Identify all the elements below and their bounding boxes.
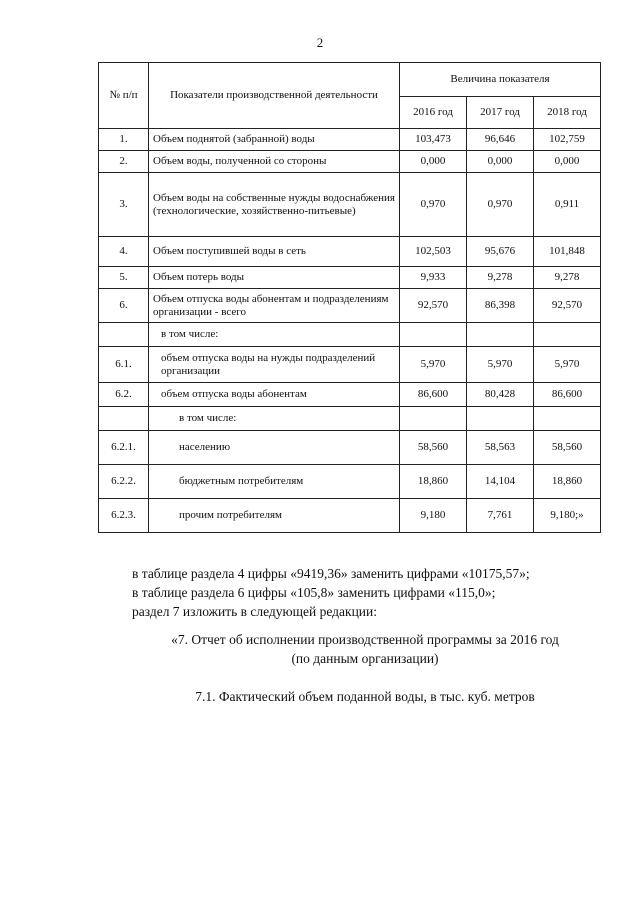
- row-label: в том числе:: [149, 407, 400, 431]
- value-2018: 101,848: [534, 237, 601, 267]
- value-2017: 5,970: [467, 347, 534, 383]
- value-2018: 58,560: [534, 431, 601, 465]
- section7-heading: [130, 630, 600, 668]
- value-2016: 102,503: [400, 237, 467, 267]
- value-2017: 96,646: [467, 129, 534, 151]
- paragraph: в таблице раздела 4 цифры «9419,36» заменить цифрами «10175,57»;: [132, 566, 530, 581]
- value-2016: 5,970: [400, 347, 467, 383]
- header-year-2017: 2017 год: [467, 97, 534, 129]
- table-row: [99, 323, 601, 347]
- indicators-table: [98, 62, 601, 533]
- row-label: Объем поступившей воды в сеть: [149, 237, 400, 267]
- table-row: [99, 173, 601, 237]
- value-2017: 14,104: [467, 465, 534, 499]
- value-2018: [534, 407, 601, 431]
- row-number: 6.2.3.: [99, 499, 149, 533]
- value-2018: 9,180;»: [534, 499, 601, 533]
- value-2016: [400, 407, 467, 431]
- section7-title-line2: (по данным организации): [291, 651, 439, 666]
- table-row: [99, 407, 601, 431]
- header-num: № п/п: [99, 63, 149, 129]
- paragraph: в таблице раздела 6 цифры «105,8» заменить цифрами «115,0»;: [132, 585, 496, 600]
- table-row: [99, 151, 601, 173]
- table-row: [99, 465, 601, 499]
- header-value-group: Величина показателя: [400, 63, 601, 97]
- value-2017: 7,761: [467, 499, 534, 533]
- row-label: Объем воды на собственные нужды водоснабжения (технологические, хозяйственно-питьевые): [149, 173, 400, 237]
- paragraph: раздел 7 изложить в следующей редакции:: [132, 604, 378, 619]
- value-2016: 9,180: [400, 499, 467, 533]
- value-2016: [400, 323, 467, 347]
- value-2018: 5,970: [534, 347, 601, 383]
- row-number: 6.2.2.: [99, 465, 149, 499]
- value-2016: 58,560: [400, 431, 467, 465]
- row-number: 6.: [99, 289, 149, 323]
- header-indicator: Показатели производственной деятельности: [149, 63, 400, 129]
- value-2017: 58,563: [467, 431, 534, 465]
- value-2016: 86,600: [400, 383, 467, 407]
- value-2018: 86,600: [534, 383, 601, 407]
- value-2018: 0,000: [534, 151, 601, 173]
- section71-heading: 7.1. Фактический объем поданной воды, в тыс. куб. метров: [195, 689, 535, 704]
- row-label: Объем воды, полученной со стороны: [149, 151, 400, 173]
- value-2018: 102,759: [534, 129, 601, 151]
- row-label: Объем потерь воды: [149, 267, 400, 289]
- value-2017: 80,428: [467, 383, 534, 407]
- table-row: [99, 431, 601, 465]
- row-label: бюджетным потребителям: [149, 465, 400, 499]
- value-2018: [534, 323, 601, 347]
- row-number: 6.2.1.: [99, 431, 149, 465]
- row-label: населению: [149, 431, 400, 465]
- value-2016: 0,970: [400, 173, 467, 237]
- value-2017: 0,000: [467, 151, 534, 173]
- value-2016: 9,933: [400, 267, 467, 289]
- row-number: 1.: [99, 129, 149, 151]
- value-2017: 95,676: [467, 237, 534, 267]
- value-2018: 18,860: [534, 465, 601, 499]
- row-number: 6.2.: [99, 383, 149, 407]
- header-year-2018: 2018 год: [534, 97, 601, 129]
- row-number: [99, 407, 149, 431]
- row-number: 6.1.: [99, 347, 149, 383]
- row-label: прочим потребителям: [149, 499, 400, 533]
- table-row: [99, 289, 601, 323]
- value-2016: 18,860: [400, 465, 467, 499]
- page-number: 2: [316, 35, 324, 50]
- value-2016: 92,570: [400, 289, 467, 323]
- row-number: 4.: [99, 237, 149, 267]
- table-body: [99, 129, 601, 533]
- row-number: 2.: [99, 151, 149, 173]
- value-2016: 103,473: [400, 129, 467, 151]
- row-number: 3.: [99, 173, 149, 237]
- row-number: [99, 323, 149, 347]
- value-2017: 0,970: [467, 173, 534, 237]
- section7-title-line1: «7. Отчет об исполнении производственной программы за 2016 год: [171, 632, 559, 647]
- value-2017: [467, 407, 534, 431]
- row-label: Объем поднятой (забранной) воды: [149, 129, 400, 151]
- row-label: объем отпуска воды абонентам: [149, 383, 400, 407]
- value-2018: 92,570: [534, 289, 601, 323]
- value-2016: 0,000: [400, 151, 467, 173]
- value-2017: [467, 323, 534, 347]
- table-row: [99, 499, 601, 533]
- table-row: [99, 347, 601, 383]
- row-label: Объем отпуска воды абонентам и подразделениям организации - всего: [149, 289, 400, 323]
- row-number: 5.: [99, 267, 149, 289]
- header-year-2016: 2016 год: [400, 97, 467, 129]
- value-2017: 9,278: [467, 267, 534, 289]
- table-row: [99, 267, 601, 289]
- value-2017: 86,398: [467, 289, 534, 323]
- value-2018: 0,911: [534, 173, 601, 237]
- row-label: в том числе:: [149, 323, 400, 347]
- table-row: [99, 237, 601, 267]
- table-row: [99, 129, 601, 151]
- table-row: [99, 383, 601, 407]
- amendment-text: [132, 564, 602, 621]
- row-label: объем отпуска воды на нужды подразделений организации: [149, 347, 400, 383]
- value-2018: 9,278: [534, 267, 601, 289]
